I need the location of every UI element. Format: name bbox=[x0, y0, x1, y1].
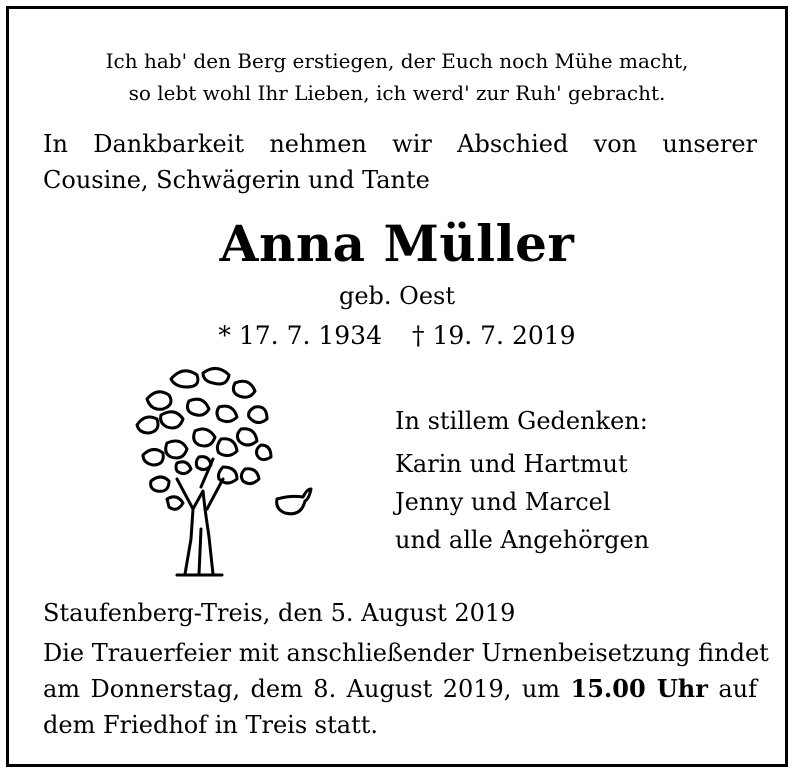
deceased-name: Anna Müller bbox=[219, 214, 575, 273]
place-and-date: Staufenberg-Treis, den 5. August 2019 bbox=[43, 599, 516, 627]
intro-line-2: Cousine, Schwägerin und Tante bbox=[43, 166, 430, 194]
tree-with-falling-leaf-icon bbox=[127, 359, 337, 581]
obituary-card bbox=[6, 6, 788, 767]
intro-line-1: In Dankbarkeit nehmen wir Abschied von unserer bbox=[43, 130, 757, 158]
notice-line-2 bbox=[43, 671, 757, 707]
mourners-heading: In stillem Gedenken: bbox=[395, 407, 648, 435]
ceremony-time: 15.00 Uhr bbox=[570, 674, 708, 703]
mourner-line: Karin und Hartmut bbox=[395, 450, 628, 478]
birth-name: geb. Oest bbox=[338, 282, 456, 310]
birth-date: * 17. 7. 1934 bbox=[218, 321, 382, 350]
notice-line-2-end: auf bbox=[707, 675, 757, 703]
life-dates bbox=[9, 319, 785, 353]
mourner-line: Jenny und Marcel bbox=[395, 488, 611, 516]
death-date: † 19. 7. 2019 bbox=[412, 321, 576, 350]
notice-line-3: dem Friedhof in Treis statt. bbox=[43, 711, 378, 739]
verse-line-2: so lebt wohl Ihr Lieben, ich werd' zur Ruh' gebracht. bbox=[128, 81, 666, 105]
mourner-line: und alle Angehörgen bbox=[395, 526, 650, 554]
verse-line-1: Ich hab' den Berg erstiegen, der Euch noch Mühe macht, bbox=[105, 49, 689, 73]
notice-line-1: Die Trauerfeier mit anschließender Urnenbeisetzung findet bbox=[43, 639, 769, 667]
notice-line-2-start: am Donnerstag, dem 8. August 2019, um bbox=[43, 675, 571, 703]
